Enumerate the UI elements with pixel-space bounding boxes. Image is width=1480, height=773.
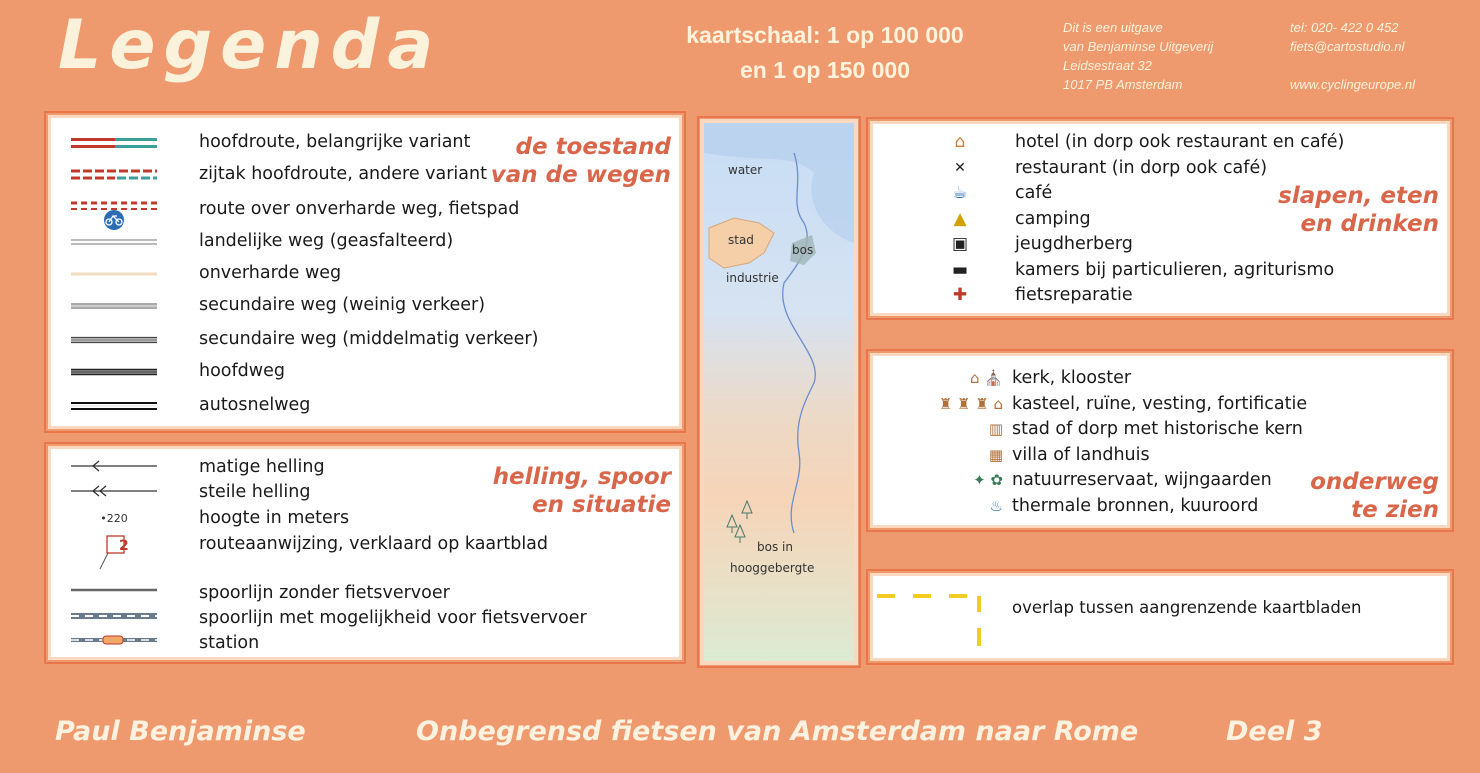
nature-reserve-icon: ✦ ✿ (973, 471, 1003, 489)
rural-road-symbol (69, 229, 159, 255)
legend-label: restaurant (in dorp ook café) (1015, 157, 1268, 178)
castle-ruin-icon: ♜ ♜ ♜ ⌂ (938, 394, 1003, 413)
bike-repair-icon: ✚ (952, 285, 968, 305)
camping-icon: ▲ (953, 208, 967, 229)
legend-label: stad of dorp met historische kern (1012, 419, 1303, 439)
motorway-symbol (69, 393, 159, 419)
contact-email: fiets@cartostudio.nl (1290, 39, 1405, 54)
railway-symbol (69, 577, 159, 603)
legend-label: secundaire weg (middelmatig verkeer) (199, 329, 539, 349)
scale-line-2: en 1 op 150 000 (739, 57, 911, 83)
legend-label: camping (1015, 208, 1091, 229)
publisher-info (1063, 18, 1213, 94)
legend-label: autosnelweg (199, 395, 311, 415)
station-symbol (69, 627, 159, 653)
footer-author: Paul Benjaminse (55, 716, 306, 747)
legend-label: kasteel, ruïne, vesting, fortificatie (1012, 393, 1308, 414)
legend-label: matige helling (199, 457, 325, 477)
cafe-icon: ☕ (952, 183, 968, 203)
slopes-heading: helling, spoor en situatie (492, 464, 671, 518)
height-symbol: •220 (100, 511, 128, 525)
unpaved-route-symbol (69, 194, 159, 234)
secondary-road-light-symbol (69, 293, 159, 319)
sights-panel (870, 353, 1450, 528)
legend-label: overlap tussen aangrenzende kaartbladen (1012, 598, 1362, 617)
private-room-icon: ▬ (951, 259, 969, 280)
route-sign-symbol (69, 531, 159, 571)
roads-panel (48, 115, 682, 429)
legend-label: café (1015, 183, 1053, 203)
main-road-symbol (69, 359, 159, 385)
legend-label: jeugdherberg (1015, 234, 1133, 254)
map-label-mountain-forest: bos in (757, 540, 793, 554)
legend-label: kamers bij particulieren, agriturismo (1015, 259, 1335, 280)
restaurant-icon: ✕ (954, 159, 966, 176)
map-label-mountains: hooggebergte (730, 561, 815, 575)
sights-heading: onderweg te zien (1310, 469, 1439, 523)
legend-label: hoofdroute, belangrijke variant (199, 132, 471, 152)
map-sample-strip (700, 119, 858, 665)
steep-slope-symbol (69, 478, 159, 504)
legend-label: hoogte in meters (199, 508, 350, 528)
historic-town-icon: ▥ (988, 420, 1003, 438)
main-route-symbol (69, 130, 159, 156)
contact-info (1290, 18, 1415, 94)
sleep-panel (870, 121, 1450, 316)
legend-label: hotel (in dorp ook restaurant en café) (1015, 132, 1345, 152)
legend-label: route over onverharde weg, fietspad (199, 199, 520, 219)
legend-title: Legenda (58, 6, 442, 85)
legend-label: kerk, klooster (1012, 368, 1132, 388)
map-scale (660, 18, 990, 88)
map-label-forest: bos (792, 243, 814, 257)
legend-label: thermale bronnen, kuuroord (1012, 495, 1259, 516)
legend-label: natuurreservaat, wijngaarden (1012, 470, 1272, 490)
legend-label: steile helling (199, 482, 311, 502)
legend-label: spoorlijn zonder fietsvervoer (199, 583, 450, 603)
legend-label: secundaire weg (weinig verkeer) (199, 295, 486, 315)
map-label-city: stad (728, 233, 754, 247)
overlap-panel (870, 573, 1450, 661)
route-sign-number: 2 (119, 538, 129, 554)
slopes-panel (48, 446, 682, 660)
moderate-slope-symbol (69, 453, 159, 479)
legend-label: onverharde weg (199, 263, 342, 283)
contact-tel: tel: 020- 422 0 452 (1290, 20, 1399, 35)
thermal-spring-icon: ♨ (989, 496, 1003, 515)
youth-hostel-icon: ▣ (951, 234, 969, 254)
legend-label: zijtak hoofdroute, andere variant (199, 164, 487, 184)
branch-route-symbol (69, 162, 159, 188)
contact-web: www.cyclingeurope.nl (1290, 77, 1416, 92)
church-monastery-icon: ⌂ ⛪ (970, 369, 1003, 387)
roads-heading: de toestand van de wegen (490, 134, 671, 188)
footer-book-title: Onbegrensd fietsen van Amsterdam naar Rome (416, 716, 1139, 747)
legend-label: spoorlijn met mogelijkheid voor fietsvervoer (199, 608, 587, 628)
legend-label: hoofdweg (199, 361, 285, 381)
legend-label: landelijke weg (geasfalteerd) (199, 231, 454, 251)
map-label-industry: industrie (726, 271, 779, 285)
publisher-line: van Benjaminse Uitgeverij (1063, 39, 1214, 54)
overlap-symbol (873, 576, 993, 656)
publisher-line: 1017 PB Amsterdam (1063, 77, 1183, 92)
publisher-line: Leidsestraat 32 (1063, 58, 1152, 73)
scale-line-1: kaartschaal: 1 op 100 000 (686, 22, 964, 48)
legend-label: routeaanwijzing, verklaard op kaartblad (199, 534, 549, 554)
legend-label: villa of landhuis (1012, 444, 1150, 465)
legend-label: station (199, 633, 260, 653)
sleep-heading: slapen, eten en drinken (1278, 183, 1439, 237)
legend-label: fietsreparatie (1015, 285, 1133, 305)
height-value: 220 (106, 511, 128, 525)
hotel-icon: ⌂ (954, 132, 966, 152)
railway-bike-symbol (69, 603, 159, 629)
unpaved-road-symbol (69, 261, 159, 287)
footer-part: Deel 3 (1226, 716, 1323, 747)
villa-icon: ▦ (988, 445, 1003, 464)
publisher-line: Dit is een uitgave (1063, 20, 1163, 35)
secondary-road-medium-symbol (69, 327, 159, 353)
map-label-water: water (728, 163, 763, 177)
